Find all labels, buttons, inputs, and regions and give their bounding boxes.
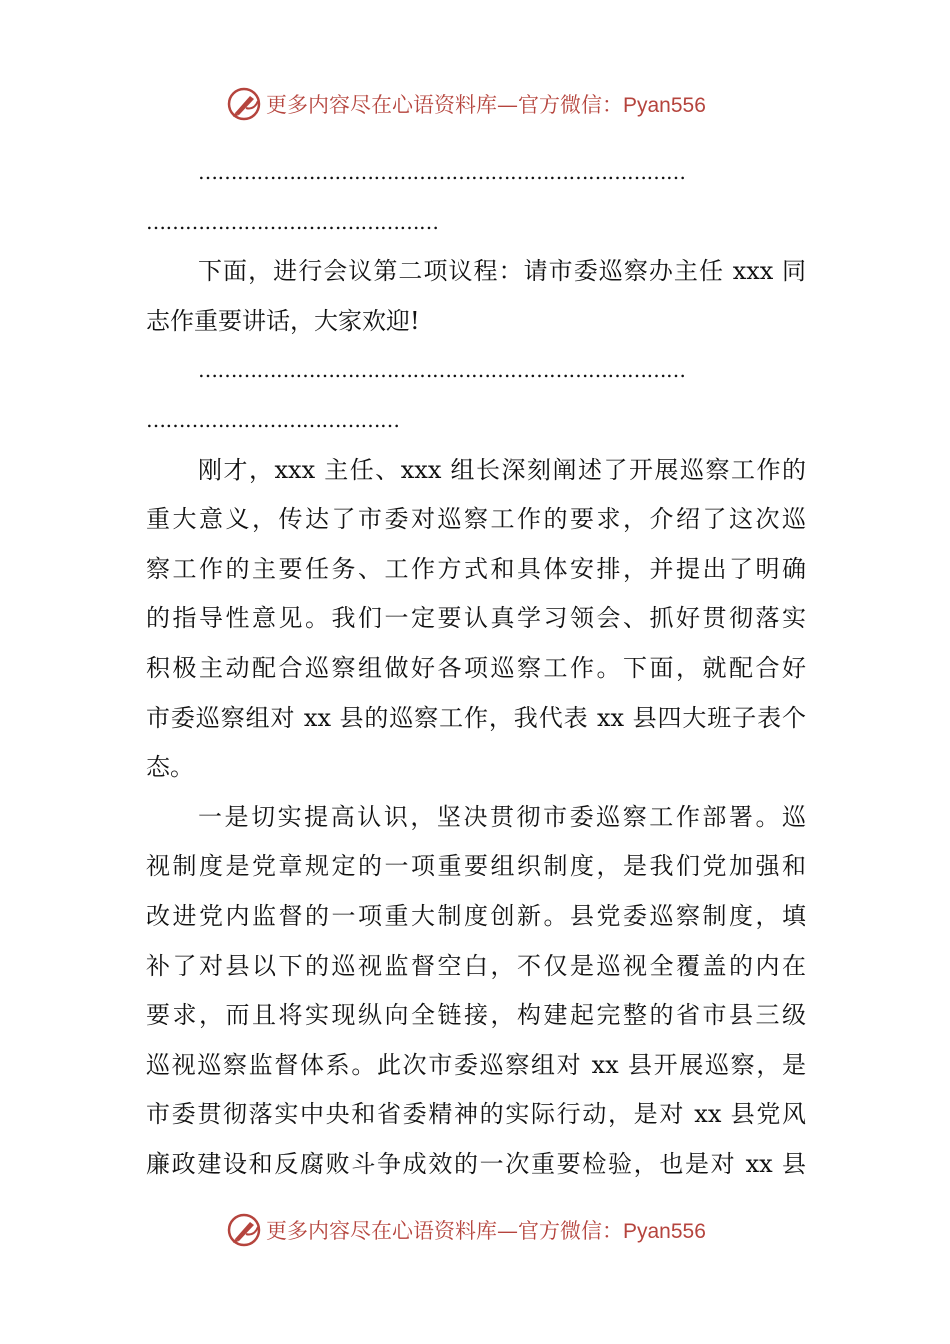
- paragraph-line: 态。: [146, 753, 194, 782]
- paragraph-line: 改进党内监督的一项重大制度创新。县党委巡察制度，填: [146, 901, 806, 930]
- paragraph-line: 志作重要讲话，大家欢迎!: [146, 306, 420, 335]
- paragraph-line: 刚才，xxx 主任、xxx 组长深刻阐述了开展巡察工作的: [198, 455, 806, 484]
- ellipsis-line: …………………………………………………………………: [198, 160, 686, 184]
- paragraph-line: 要求，而且将实现纵向全链接，构建起完整的省市县三级: [146, 1001, 806, 1030]
- pen-logo-icon: [226, 1212, 262, 1248]
- footer-banner: [226, 1210, 746, 1250]
- header-banner: [226, 84, 746, 124]
- paragraph-line: 察工作的主要任务、工作方式和具体安排，并提出了明确: [146, 554, 806, 583]
- pen-logo-icon: [226, 86, 262, 122]
- paragraph-line: 重大意义，传达了市委对巡察工作的要求，介绍了这次巡: [146, 505, 806, 534]
- paragraph-line: 一是切实提高认识，坚决贯彻市委巡察工作部署。巡: [198, 802, 806, 831]
- banner-label: 更多内容尽在心语资料库—官方微信：: [266, 93, 623, 117]
- paragraph-line: 的指导性意见。我们一定要认真学习领会、抓好贯彻落实: [146, 604, 806, 633]
- banner-text: [266, 89, 706, 119]
- banner-label: 更多内容尽在心语资料库—官方微信：: [266, 1219, 623, 1243]
- document-body: [146, 148, 806, 1189]
- paragraph-line: 廉政建设和反腐败斗争成效的一次重要检验，也是对 xx 县: [146, 1149, 806, 1178]
- paragraph-line: 视制度是党章规定的一项重要组织制度，是我们党加强和: [146, 852, 806, 881]
- banner-text: [266, 1215, 706, 1245]
- paragraph-line: 巡视巡察监督体系。此次市委巡察组对 xx 县开展巡察，是: [146, 1050, 806, 1079]
- paragraph-line: 补了对县以下的巡视监督空白，不仅是巡视全覆盖的内在: [146, 951, 806, 980]
- paragraph-line: 下面，进行会议第二项议程：请市委巡察办主任 xxx 同: [198, 257, 806, 286]
- paragraph-line: 积极主动配合巡察组做好各项巡察工作。下面，就配合好: [146, 653, 806, 682]
- ellipsis-line: …………………………………: [146, 407, 400, 432]
- banner-wechat-id: Pyan556: [623, 94, 706, 117]
- paragraph-line: 市委巡察组对 xx 县的巡察工作，我代表 xx 县四大班子表个: [146, 703, 806, 732]
- banner-wechat-id: Pyan556: [623, 1220, 706, 1243]
- paragraph-line: 市委贯彻落实中央和省委精神的实际行动，是对 xx 县党风: [146, 1100, 806, 1129]
- ellipsis-line: ………………………………………: [146, 209, 439, 234]
- ellipsis-line: …………………………………………………………………: [198, 358, 686, 383]
